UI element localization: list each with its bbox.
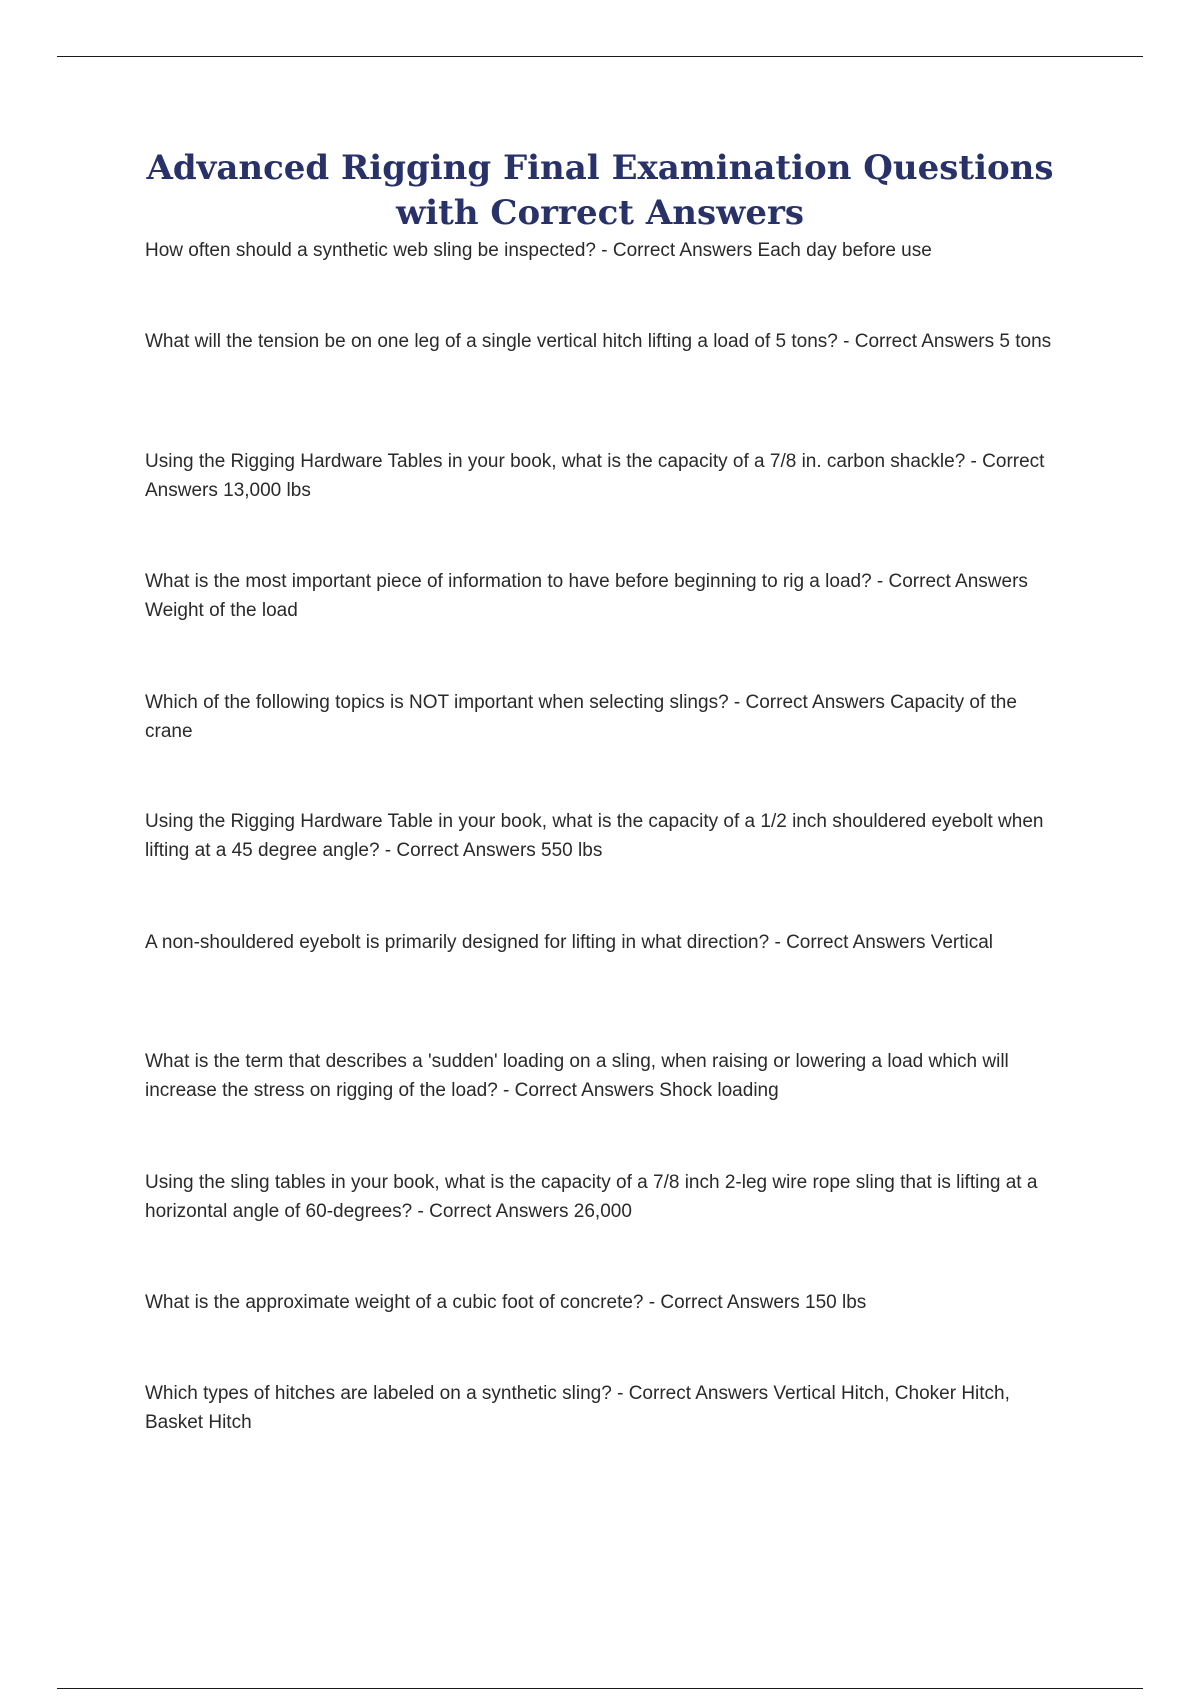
qa-item: What is the approximate weight of a cubic foot of concrete? - Correct Answers 150 lbs xyxy=(145,1292,867,1313)
qa-item: How often should a synthetic web sling be inspected? - Correct Answers Each day before use xyxy=(145,240,932,261)
qa-item: Using the sling tables in your book, what is the capacity of a 7/8 inch 2-leg wire rope sling that is lifting at a horizontal angle of 60-degrees? - Correct Answers 26,000 xyxy=(145,1172,1038,1222)
footer-rule xyxy=(57,1688,1143,1689)
qa-item: Which of the following topics is NOT important when selecting slings? - Correct Answers Capacity of the crane xyxy=(145,692,1017,742)
qa-item: Which types of hitches are labeled on a synthetic sling? - Correct Answers Vertical Hitch, Choker Hitch, Basket Hitch xyxy=(145,1383,1010,1433)
header-rule xyxy=(57,56,1143,57)
qa-item: What is the most important piece of information to have before beginning to rig a load? - Correct Answers Weight of the load xyxy=(145,571,1028,621)
qa-item: Using the Rigging Hardware Tables in your book, what is the capacity of a 7/8 in. carbon shackle? - Correct Answers 13,000 lbs xyxy=(145,451,1045,501)
qa-item: A non-shouldered eyebolt is primarily designed for lifting in what direction? - Correct Answers Vertical xyxy=(145,932,994,953)
qa-item: What is the term that describes a 'sudden' loading on a sling, when raising or lowering a load which will increase the stress on rigging of the load? - Correct Answers Shock loading xyxy=(145,1051,1009,1101)
qa-item: What will the tension be on one leg of a single vertical hitch lifting a load of 5 tons? - Correct Answers 5 tons xyxy=(145,331,1052,352)
qa-item: Using the Rigging Hardware Table in your book, what is the capacity of a 1/2 inch shouldered eyebolt when lifting at a 45 degree angle? - Correct Answers 550 lbs xyxy=(145,811,1044,861)
document-title: Advanced Rigging Final Examination Questions with Correct Answers xyxy=(146,148,1054,233)
